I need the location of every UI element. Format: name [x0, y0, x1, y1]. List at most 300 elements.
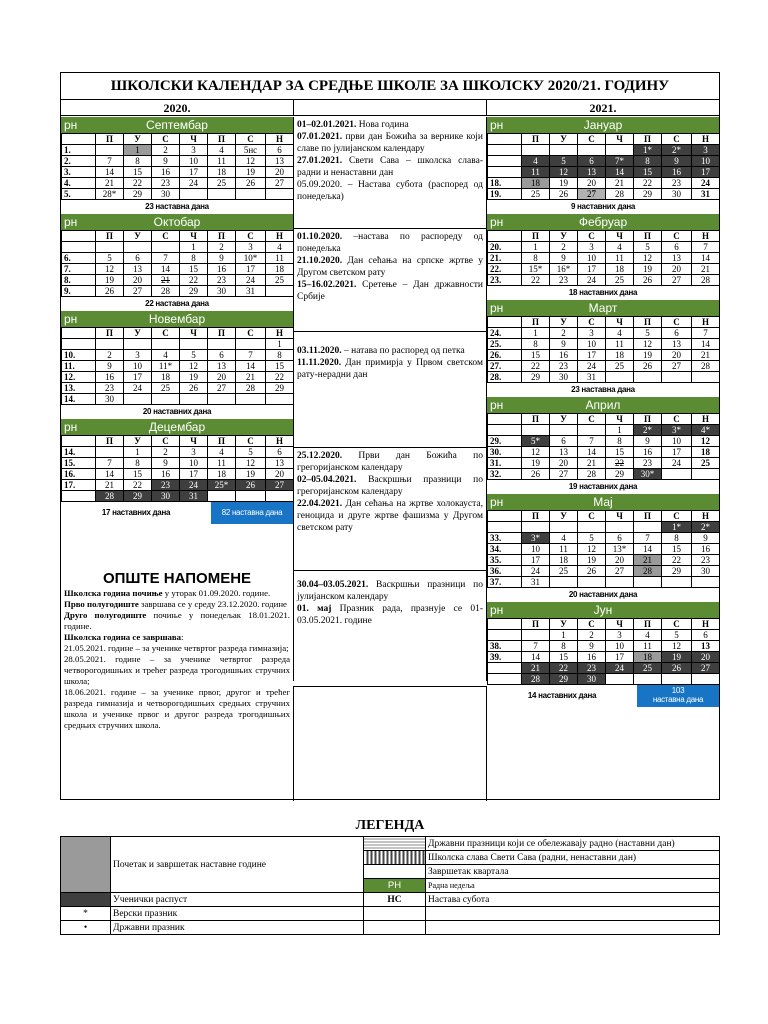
day-cell	[522, 522, 550, 533]
legend-swatch-start	[61, 837, 111, 893]
day-cell: 26	[236, 178, 266, 189]
day-cell: 21	[692, 264, 720, 275]
week-number: 30.	[488, 447, 522, 458]
day-cell: 24	[236, 275, 266, 286]
day-cell: 9	[662, 156, 692, 167]
day-cell	[606, 145, 634, 156]
weekday-header: С	[236, 436, 266, 447]
week-number: 4.	[62, 178, 96, 189]
week-row	[488, 458, 720, 469]
month-header	[61, 117, 293, 133]
week-number-label: рн	[490, 118, 504, 132]
day-cell: 15	[266, 361, 294, 372]
weekday-header: П	[634, 619, 662, 630]
month-grid	[487, 316, 720, 383]
week-number: 39.	[488, 652, 522, 663]
day-cell: 14	[96, 469, 124, 480]
day-cell: 7	[578, 436, 606, 447]
week-number-label: рн	[490, 215, 504, 229]
day-cell: 9	[634, 436, 662, 447]
week-number: 11.	[62, 361, 96, 372]
week-number: 23.	[488, 275, 522, 286]
day-cell: 18	[208, 167, 236, 178]
week-number: 25.	[488, 339, 522, 350]
note-heading: Школска година почиње	[64, 588, 163, 598]
week-number	[62, 491, 96, 502]
day-cell: 26	[180, 383, 208, 394]
day-cell	[96, 447, 124, 458]
day-cell: 25	[606, 361, 634, 372]
day-cell	[208, 394, 236, 405]
day-cell: 19	[634, 350, 662, 361]
weekday-header: П	[96, 134, 124, 145]
day-cell: 20	[208, 372, 236, 383]
notes-block-2	[293, 229, 487, 339]
month-name: Април	[585, 398, 621, 412]
day-cell: 13	[662, 339, 692, 350]
week-row	[62, 145, 294, 156]
day-cell: 1	[522, 328, 550, 339]
weekday-header: П	[634, 511, 662, 522]
general-note-line	[64, 610, 290, 632]
month-nov	[61, 311, 293, 419]
day-cell: 6	[606, 533, 634, 544]
month-apr	[487, 397, 719, 494]
day-cell: 31	[180, 491, 208, 502]
day-cell	[550, 145, 578, 156]
day-cell: 30	[550, 372, 578, 383]
day-cell: 20	[662, 264, 692, 275]
general-notes	[61, 570, 293, 731]
day-cell: 24	[662, 458, 692, 469]
month-header	[61, 419, 293, 435]
day-cell: 25	[606, 275, 634, 286]
day-cell: 30	[152, 491, 180, 502]
month-grid	[61, 133, 294, 200]
week-number-label: рн	[64, 420, 78, 434]
semester-total-badge: 82 наставна дана	[211, 502, 293, 524]
note-text: Васкршњи празници по грегоријанском календару	[297, 475, 483, 497]
corner-cell	[488, 317, 522, 328]
day-cell: 20	[124, 275, 152, 286]
day-cell: 23	[634, 458, 662, 469]
weekday-header: Ч	[606, 511, 634, 522]
day-cell: 23	[96, 383, 124, 394]
legend-saturday: Настава субота	[426, 893, 720, 907]
weekday-header: П	[634, 414, 662, 425]
week-row	[488, 328, 720, 339]
day-cell: 12	[236, 156, 266, 167]
day-cell	[550, 577, 578, 588]
day-cell: 15	[634, 167, 662, 178]
weekday-header: П	[522, 414, 550, 425]
day-cell: 12	[692, 436, 720, 447]
note-text: Свети Сава – школска слава-радни и ненаставни дан	[297, 156, 483, 178]
week-row	[488, 242, 720, 253]
day-cell: 27	[266, 178, 294, 189]
day-cell: 27	[662, 361, 692, 372]
weekday-header: У	[124, 328, 152, 339]
day-cell: 17	[662, 447, 692, 458]
day-cell: 30	[96, 394, 124, 405]
note-text: Васкршњи празници по јулијанском календару	[297, 580, 483, 602]
day-cell: 10	[180, 156, 208, 167]
teaching-days-count: 23 наставна дана	[571, 385, 635, 394]
month-name: Јун	[593, 603, 613, 617]
day-cell	[692, 674, 720, 685]
week-row	[62, 178, 294, 189]
day-cell: 8	[180, 253, 208, 264]
general-note-line	[64, 588, 290, 599]
day-cell: 11	[266, 253, 294, 264]
week-row	[62, 242, 294, 253]
day-cell: 6	[578, 156, 606, 167]
day-cell: 4	[550, 533, 578, 544]
day-cell: 18	[634, 652, 662, 663]
day-cell: 21	[236, 372, 266, 383]
general-note-line	[64, 632, 290, 643]
week-number	[62, 242, 96, 253]
week-row	[62, 480, 294, 491]
day-cell: 5	[662, 630, 692, 641]
legend-swatch-state-work	[364, 837, 426, 851]
weekday-header: Н	[266, 231, 294, 242]
day-cell: 8	[124, 458, 152, 469]
weekday-header: Н	[692, 414, 720, 425]
day-cell: 29	[550, 674, 578, 685]
day-cell: 30	[692, 566, 720, 577]
day-cell: 20	[692, 652, 720, 663]
page-title: ШКОЛСКИ КАЛЕНДАР ЗА СРЕДЊЕ ШКОЛЕ ЗА ШКОЛСКУ 2020/21. ГОДИНУ	[61, 73, 719, 100]
day-cell: 27	[662, 275, 692, 286]
weekday-header: С	[578, 134, 606, 145]
legend-swatch-quarter	[364, 865, 426, 879]
day-cell: 16	[152, 167, 180, 178]
month-jan	[487, 117, 719, 214]
day-cell: 7	[692, 242, 720, 253]
day-cell: 31	[578, 372, 606, 383]
note-date: 22.04.2021.	[297, 499, 343, 509]
general-note-line	[64, 687, 290, 731]
day-cell: 22	[266, 372, 294, 383]
day-cell: 29	[180, 286, 208, 297]
teaching-days-count: 23 наставна дана	[145, 202, 209, 211]
day-cell: 2	[578, 630, 606, 641]
teaching-days-count: 20 наставних дана	[568, 590, 638, 599]
legend-state-mark: •	[61, 921, 111, 935]
week-row	[62, 458, 294, 469]
week-number: 16.	[62, 469, 96, 480]
weekday-header: П	[208, 134, 236, 145]
day-cell: 7	[152, 253, 180, 264]
note-line	[297, 231, 483, 255]
week-row	[488, 339, 720, 350]
day-cell: 3	[578, 242, 606, 253]
day-cell: 25	[152, 383, 180, 394]
day-cell: 2	[152, 145, 180, 156]
teaching-days-count: 19 наставних дана	[568, 482, 638, 491]
day-cell	[522, 145, 550, 156]
day-cell	[662, 469, 692, 480]
week-row	[62, 491, 294, 502]
week-number: 17.	[62, 480, 96, 491]
week-row	[488, 533, 720, 544]
day-cell: 15	[124, 469, 152, 480]
day-cell	[606, 372, 634, 383]
month-header	[487, 397, 719, 413]
day-cell: 17	[180, 469, 208, 480]
note-date: 01–02.01.2021.	[297, 120, 357, 130]
corner-cell	[488, 511, 522, 522]
day-cell: 17	[578, 350, 606, 361]
day-cell: 5*	[522, 436, 550, 447]
day-cell: 15	[662, 544, 692, 555]
day-cell: 14	[152, 264, 180, 275]
legend-quarter: Завршетак квартала	[426, 865, 720, 879]
note-date: 11.11.2020.	[297, 358, 342, 368]
weekday-header: П	[208, 436, 236, 447]
weekday-header: С	[578, 414, 606, 425]
weekday-header: Ч	[606, 134, 634, 145]
day-cell: 15	[550, 652, 578, 663]
week-number: 29.	[488, 436, 522, 447]
weekday-header: Н	[692, 231, 720, 242]
week-row	[62, 361, 294, 372]
day-cell: 29	[606, 469, 634, 480]
day-cell: 12	[550, 167, 578, 178]
week-number	[488, 674, 522, 685]
week-row	[488, 566, 720, 577]
weekday-header: П	[522, 317, 550, 328]
day-cell: 7*	[606, 156, 634, 167]
weekday-header: С	[662, 511, 692, 522]
day-cell: 5	[236, 447, 266, 458]
corner-cell	[488, 134, 522, 145]
day-cell: 26	[578, 566, 606, 577]
weekday-header: С	[662, 231, 692, 242]
day-cell: 21	[634, 555, 662, 566]
day-cell: 8	[522, 339, 550, 350]
day-cell: 22	[124, 480, 152, 491]
week-row	[488, 361, 720, 372]
note-text: 05.09.2020. – Настава субота (распоред од понедељка)	[297, 180, 483, 202]
month-jun	[487, 602, 719, 707]
day-cell: 19	[522, 458, 550, 469]
day-cell: 11	[606, 253, 634, 264]
week-number: 13.	[62, 383, 96, 394]
day-cell: 19	[236, 469, 266, 480]
day-cell	[208, 339, 236, 350]
day-cell: 12	[522, 447, 550, 458]
day-cell: 4	[208, 145, 236, 156]
day-cell: 20	[266, 469, 294, 480]
day-cell: 15*	[522, 264, 550, 275]
legend-sava: Школска слава Свети Сава (радни, ненаставни дан)	[426, 851, 720, 865]
day-cell: 19	[236, 167, 266, 178]
day-cell: 27	[208, 383, 236, 394]
month-grid	[487, 413, 720, 480]
month-mar	[487, 300, 719, 397]
weekday-header: С	[152, 436, 180, 447]
weekday-header: С	[236, 231, 266, 242]
day-cell: 25	[266, 275, 294, 286]
note-line	[297, 255, 483, 279]
note-text: – натава по распоред од петка	[341, 346, 465, 356]
day-cell	[522, 630, 550, 641]
legend-swatch-sava	[364, 851, 426, 865]
week-number: 37.	[488, 577, 522, 588]
weekday-header: П	[634, 134, 662, 145]
day-cell: 23	[152, 480, 180, 491]
teaching-days-count: 14 наставних дана	[527, 691, 597, 700]
day-cell: 4	[606, 328, 634, 339]
weekday-header: Ч	[606, 414, 634, 425]
corner-cell	[62, 231, 96, 242]
day-cell: 8	[606, 436, 634, 447]
day-cell: 3	[236, 242, 266, 253]
day-cell: 19	[662, 652, 692, 663]
note-text: Сретење – Дан државности Србије	[297, 280, 483, 302]
day-cell: 17	[236, 264, 266, 275]
general-note-line	[64, 643, 290, 654]
day-cell: 18	[606, 350, 634, 361]
week-row	[488, 425, 720, 436]
day-cell: 5	[550, 156, 578, 167]
day-cell: 27	[692, 663, 720, 674]
week-number	[62, 339, 96, 350]
note-date: 15–16.02.2021.	[297, 280, 357, 290]
legend-religious: Верски празник	[111, 907, 364, 921]
day-cell: 14	[606, 167, 634, 178]
weekday-header: П	[96, 436, 124, 447]
day-cell: 17	[522, 555, 550, 566]
day-cell: 29	[124, 491, 152, 502]
weekday-header: У	[550, 619, 578, 630]
day-cell: 29	[634, 189, 662, 200]
day-cell	[208, 189, 236, 200]
day-cell: 23	[662, 178, 692, 189]
day-cell: 1	[180, 242, 208, 253]
week-row	[62, 350, 294, 361]
day-cell: 18	[152, 372, 180, 383]
day-cell: 26	[634, 361, 662, 372]
day-cell: 21	[578, 458, 606, 469]
weekday-header: С	[662, 414, 692, 425]
day-cell	[236, 189, 266, 200]
note-text: 28.05.2021. године – за ученике четвртог разреда четворогодишњих и трећег разреда трогодишњих стручних школа;	[64, 654, 290, 686]
week-row	[488, 253, 720, 264]
day-cell	[180, 394, 208, 405]
day-cell: 8	[662, 533, 692, 544]
day-cell: 28	[606, 189, 634, 200]
day-cell: 13	[208, 361, 236, 372]
weekday-header: У	[550, 414, 578, 425]
day-cell: 13	[578, 167, 606, 178]
day-cell: 9	[208, 253, 236, 264]
day-cell	[692, 469, 720, 480]
day-cell: 22	[180, 275, 208, 286]
day-cell: 1*	[662, 522, 692, 533]
day-cell	[578, 577, 606, 588]
weekday-header: У	[124, 231, 152, 242]
day-cell: 26	[662, 663, 692, 674]
general-note-line	[64, 654, 290, 687]
week-row	[488, 189, 720, 200]
day-cell: 9	[550, 253, 578, 264]
note-text: завршава се у среду 23.12.2020. године	[138, 599, 287, 609]
day-cell: 1	[550, 630, 578, 641]
day-cell	[550, 522, 578, 533]
day-cell: 27	[124, 286, 152, 297]
day-cell: 15	[606, 447, 634, 458]
week-number: 14.	[62, 447, 96, 458]
week-number	[488, 156, 522, 167]
day-cell: 28	[96, 491, 124, 502]
legend-start-end: Почетак и завршетак наставне године	[111, 837, 364, 893]
week-number	[488, 522, 522, 533]
weekday-header: У	[124, 436, 152, 447]
day-cell	[236, 394, 266, 405]
day-cell: 10	[692, 156, 720, 167]
day-cell	[634, 372, 662, 383]
day-cell: 18	[606, 264, 634, 275]
day-cell: 5	[578, 533, 606, 544]
day-cell: 23	[578, 663, 606, 674]
week-number: 26.	[488, 350, 522, 361]
weekday-header: С	[662, 619, 692, 630]
day-cell: 7	[522, 641, 550, 652]
weekday-header: Н	[266, 134, 294, 145]
day-cell: 20	[266, 167, 294, 178]
day-cell	[266, 286, 294, 297]
legend-state-work: Државни празници који се обележавају радно (наставни дан)	[426, 837, 720, 851]
week-row	[488, 522, 720, 533]
day-cell: 19	[550, 178, 578, 189]
teaching-days-count: 9 наставних дана	[570, 202, 636, 211]
day-cell: 20	[550, 458, 578, 469]
weekday-header: С	[578, 511, 606, 522]
day-cell	[578, 522, 606, 533]
day-cell	[662, 577, 692, 588]
day-cell: 13	[266, 156, 294, 167]
week-row	[62, 156, 294, 167]
week-number: 15.	[62, 458, 96, 469]
week-number	[488, 630, 522, 641]
week-row	[62, 286, 294, 297]
week-row	[488, 167, 720, 178]
week-row	[488, 264, 720, 275]
note-line	[297, 119, 483, 131]
week-number: 8.	[62, 275, 96, 286]
day-cell: 28	[578, 469, 606, 480]
day-cell: 10	[578, 253, 606, 264]
day-cell: 29	[124, 189, 152, 200]
legend-state: Државни празник	[111, 921, 364, 935]
day-cell: 19	[180, 372, 208, 383]
day-cell: 2*	[662, 145, 692, 156]
day-cell	[152, 394, 180, 405]
note-text: :	[181, 632, 184, 642]
week-row	[62, 394, 294, 405]
day-cell: 3	[180, 447, 208, 458]
month-oct	[61, 214, 293, 311]
day-cell: 5	[634, 328, 662, 339]
day-cell: 15	[124, 167, 152, 178]
note-line	[297, 345, 483, 357]
day-cell: 25	[208, 178, 236, 189]
day-cell: 17	[692, 167, 720, 178]
day-cell: 25	[692, 458, 720, 469]
